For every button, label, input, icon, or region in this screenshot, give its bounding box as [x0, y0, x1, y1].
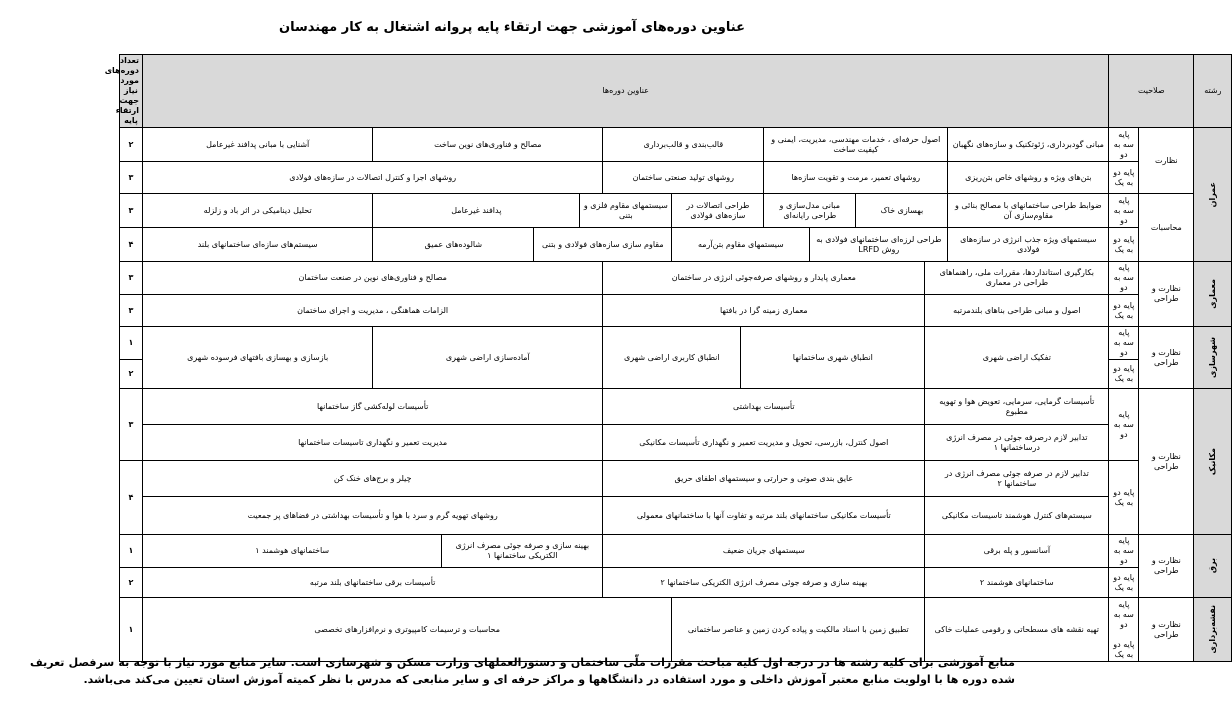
count-cell: ۱: [120, 327, 143, 360]
course-cell: سیستم‌های کنترل هوشمند تاسیسات مکانیکی: [925, 497, 1109, 535]
course-cell: بازسازی و بهسازی بافتهای فرسوده شهری: [143, 327, 373, 389]
course-cell: تأسیسات گرمایی، سرمایی، تعویض هوا و تهویه مطبوع: [925, 389, 1109, 425]
major-architecture: معماری: [1194, 262, 1232, 327]
course-cell: تطبیق زمین با اسناد مالکیت و پیاده کردن زمین و عناصر ساختمانی: [672, 598, 925, 662]
major-mechanical: مکانیک: [1194, 389, 1232, 535]
count-cell: ۲: [120, 568, 143, 598]
header-major: رشته: [1194, 55, 1232, 128]
count-cell: ۳: [120, 194, 143, 228]
level-cell: پایه سه به دو: [1109, 262, 1139, 295]
course-cell: روشهای تولید صنعتی ساختمان: [603, 162, 764, 194]
count-cell: ۳: [120, 295, 143, 327]
course-cell: محاسبات و ترسیمات کامپیوتری و نرم‌افزارهای تخصصی: [143, 598, 672, 662]
course-cell: تحلیل دینامیکی در اثر باد و زلزله: [143, 194, 373, 228]
competence-sup-design: نظارت و طراحی: [1139, 598, 1194, 662]
level-cell: پایه دو به یک: [1109, 162, 1139, 194]
course-cell: بهینه سازی و صرفه جوئی مصرف انرژی الکتریکی ساختمانها ۲: [603, 568, 925, 598]
course-cell: ساختمانهای هوشمند ۱: [143, 535, 442, 568]
course-cell: آشنایی با مبانی پدافند غیرعامل: [143, 128, 373, 162]
course-cell: روشهای تعمیر، مرمت و تقویت سازه‌ها: [764, 162, 948, 194]
course-cell: طراحی اتصالات در سازه‌های فولادی: [672, 194, 764, 228]
course-cell: مبانی گودبرداری، ژئوتکنیک و سازه‌های نگهبان: [948, 128, 1109, 162]
course-cell: تدابیر لازم در صرفه جوئی مصرف انرژی در ساختمانها ۲: [925, 461, 1109, 497]
count-cell: ۱: [120, 535, 143, 568]
course-cell: روشهای اجرا و کنترل اتصالات در سازه‌های فولادی: [143, 162, 603, 194]
course-cell: تأسیسات برقی ساختمانهای بلند مرتبه: [143, 568, 603, 598]
course-cell: سیستم‌های سازه‌ای ساختمانهای بلند: [143, 228, 373, 262]
level-cell: پایه دو به یک: [1109, 295, 1139, 327]
header-courses: عناوین دوره‌ها: [143, 55, 1109, 128]
level-cell: پایه سه به دو: [1109, 327, 1139, 360]
course-cell: ساختمانهای هوشمند ۲: [925, 568, 1109, 598]
header-competence: صلاحیت: [1109, 55, 1194, 128]
course-cell: مدیریت تعمیر و نگهداری تاسیسات ساختمانها: [143, 425, 603, 461]
course-cell: تفکیک اراضی شهری: [925, 327, 1109, 389]
course-cell: معماری زمینه گرا در بافتها: [603, 295, 925, 327]
course-cell: پدافند غیرعامل: [373, 194, 580, 228]
course-cell: تأسیسات بهداشتی: [603, 389, 925, 425]
course-cell: آماده‌سازی اراضی شهری: [373, 327, 603, 389]
course-cell: بهینه سازی و صرفه جوئی مصرف انرژی الکتریکی ساختمانها ۱: [442, 535, 603, 568]
count-cell: ۱: [120, 598, 143, 662]
major-urban: شهرسازی: [1194, 327, 1232, 389]
course-cell: عایق بندی صوتی و حرارتی و سیستمهای اطفای حریق: [603, 461, 925, 497]
competence-sup-design: نظارت و طراحی: [1139, 262, 1194, 327]
course-cell: تدابیر لازم درصرفه جوئی در مصرف انرژی درساختمانها ۱: [925, 425, 1109, 461]
course-cell: الزامات هماهنگی ، مدیریت و اجرای ساختمان: [143, 295, 603, 327]
course-cell: سیستمهای جریان ضعیف: [603, 535, 925, 568]
course-cell: سیستمهای ویژه جذب انرژی در سازه‌های فولادی: [948, 228, 1109, 262]
level-cell: پایه سه به دو: [1109, 128, 1139, 162]
course-cell: بکارگیری استانداردها، مقررات ملی، راهنماهای طراحی در معماری: [925, 262, 1109, 295]
header-count: تعداد دوره‌های مورد نیاز جهت ارتقاء پایه: [120, 55, 143, 128]
competence-supervision: نظارت: [1139, 128, 1194, 194]
footnote: منابع آموزشی برای کلیه رشته ها در درجه اول کلیه مباحث مقررات ملّی ساختمان و دستورالعملهای وزارت مسکن و شهرسازی است. سایر منابع مورد نیاز با توجه به سرفصل تعریف شده دوره ها با اولویت منابع معتبر آموزش داخلی و مورد استفاده در دانشگاهها و مراکز حرفه ای و سایر منابعی که مدرس با نظر کمیته آموزش استان تعیین می‌کند می‌باشد.: [30, 656, 1015, 686]
count-cell: ۳: [120, 162, 143, 194]
course-cell: انطباق شهری ساختمانها: [741, 327, 925, 389]
course-cell: اصول و مبانی طراحی بناهای بلندمرتبه: [925, 295, 1109, 327]
course-cell: تأسیسات مکانیکی ساختمانهای بلند مرتبه و تفاوت آنها با ساختمانهای معمولی: [603, 497, 925, 535]
course-cell: آسانسور و پله برقی: [925, 535, 1109, 568]
course-cell: انطباق کاربری اراضی شهری: [603, 327, 741, 389]
course-cell: مصالح و فناوری‌های نوین ساخت: [373, 128, 603, 162]
major-electrical: برق: [1194, 535, 1232, 598]
course-cell: بتن‌های ویژه و روشهای خاص بتن‌ریزی: [948, 162, 1109, 194]
course-cell: سیستمهای مقاوم فلزی و بتنی: [580, 194, 672, 228]
level-cell: پایه سه به دو: [1109, 535, 1139, 568]
level-cell: پایه دو به یک: [1109, 228, 1139, 262]
level-cell: پایه دو به یک: [1109, 568, 1139, 598]
level-cell: پایه سه به دو: [1109, 194, 1139, 228]
count-cell: ۲: [120, 360, 143, 389]
course-cell: قالب‌بندی و قالب‌برداری: [603, 128, 764, 162]
level-cell: پایه سه به دو: [1109, 389, 1139, 461]
major-civil: عمران: [1194, 128, 1232, 262]
major-surveying: نقشه‌برداری: [1194, 598, 1232, 662]
course-cell: مبانی مدل‌سازی و طراحی رایانه‌ای: [764, 194, 856, 228]
course-cell: مصالح و فناوری‌های نوین در صنعت ساختمان: [143, 262, 603, 295]
course-cell: معماری پایدار و روشهای صرفه‌جوئی انرژی در ساختمان: [603, 262, 925, 295]
competence-calculation: محاسبات: [1139, 194, 1194, 262]
competence-sup-design: نظارت و طراحی: [1139, 389, 1194, 535]
course-cell: تأسیسات لوله‌کشی گاز ساختمانها: [143, 389, 603, 425]
level-cell: پایه سه به دو پایه دو به یک: [1109, 598, 1139, 662]
course-table: [61, 54, 1232, 662]
competence-sup-design: نظارت و طراحی: [1139, 327, 1194, 389]
level-cell: پایه دو به یک: [1109, 461, 1139, 535]
course-cell: اصول کنترل، بازرسی، تحویل و مدیریت تعمیر و نگهداری تأسیسات مکانیکی: [603, 425, 925, 461]
course-cell: طراحی لرزه‌ای ساختمانهای فولادی به روش LRFD: [810, 228, 948, 262]
course-cell: مقاوم سازی سازه‌های فولادی و بتنی: [534, 228, 672, 262]
course-cell: تهیه نقشه های مسطحاتی و رقومی عملیات خاکی: [925, 598, 1109, 662]
level-cell: پایه دو به یک: [1109, 360, 1139, 389]
course-cell: روشهای تهویه گرم و سرد با هوا و تأسیسات بهداشتی در فضاهای پر جمعیت: [143, 497, 603, 535]
page-title: عناوین دوره‌های آموزشی جهت ارتقاء پایه پروانه اشتغال به کار مهندسان: [279, 20, 745, 35]
course-cell: شالوده‌های عمیق: [373, 228, 534, 262]
course-cell: بهسازی خاک: [856, 194, 948, 228]
count-cell: ۳: [120, 262, 143, 295]
course-cell: ضوابط طراحی ساختمانهای با مصالح بنائی و مقاوم‌سازی آن: [948, 194, 1109, 228]
course-cell: سیستمهای مقاوم بتن‌آرمه: [672, 228, 810, 262]
count-cell: ۴: [120, 461, 143, 535]
count-cell: ۲: [120, 128, 143, 162]
course-cell: اصول حرفه‌ای ، خدمات مهندسی، مدیریت، ایمنی و کیفیت ساخت: [764, 128, 948, 162]
count-cell: ۳: [120, 389, 143, 461]
competence-sup-design: نظارت و طراحی: [1139, 535, 1194, 598]
course-cell: چیلر و برج‌های خنک کن: [143, 461, 603, 497]
count-cell: ۴: [120, 228, 143, 262]
